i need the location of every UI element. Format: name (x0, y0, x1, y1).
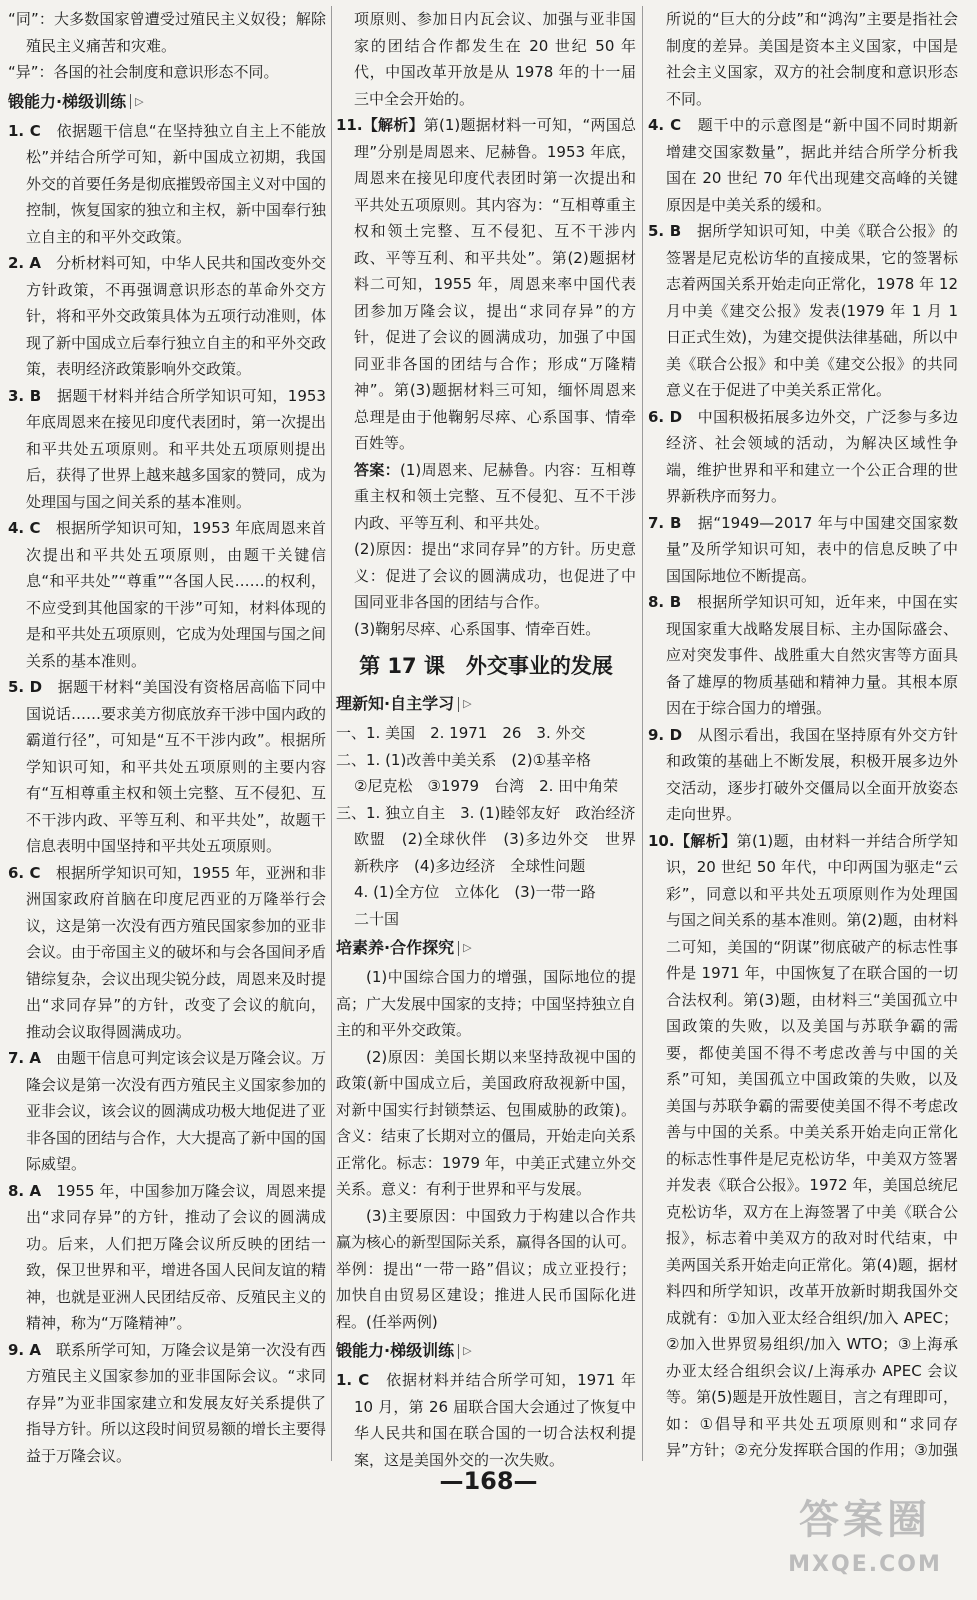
column-divider (642, 6, 643, 1461)
list-item: 6. D 中国积极拓展多边外交，广泛参与多边经济、社会领域的活动，为解决区域性争端，维护世界和平和建立一个公正合理的世界新秩序而努力。 (648, 407, 958, 505)
list-item: 3. B 据题干材料并结合所学知识可知，1953 年底周恩来在接见印度代表团时，第一次提出和平共处五项原则。和平共处五项原则提出后，获得了世界上越来越多国家的赞同，成为处理国与国之间关系的基本准则。 (8, 386, 326, 511)
fill-line: 欧盟 (2)全球伙伴 (3)多边外交 世界新秩序 (4)多边经济 全球性问题 (354, 830, 636, 875)
fill-line: 二十国 (354, 909, 400, 928)
list-item: 7. B 据“1949—2017 年与中国建交国家数量”及所学知识可知，表中的信息反映了中国国际地位不断提高。 (648, 513, 958, 585)
question-10: 10.【解析】第(1)题，由材料一并结合所学知识，20 世纪 50 年代，中印两国为驱走“云彩”，同意以和平共处五项原则作为处理国与国之间关系的基本准则。第(2)题，由材料二可知，美国的“阴谋”彻底破产的标志性事件是 1971 年，中国恢复了在联合国的一切合法权利。第(3)题，由材料三“美国孤立中国政策的失败，以及美国与苏联争霸的需要，都使美国不得不考虑改善与中国的关系”可知，美国孤立中国政策的失败，以及美国与苏联争霸的需要使美国不得不考虑改善与中国的关系。中美关系开始走向正常化的标志性事件是尼克松访华，中美双方签署并发表《联合公报》。1972 年，美国总统尼克松访华，双方在上海签署了中美《联合公报》，标志着中美双方的敌对时代结束，中美两国关系开始走向正常化。第(4)题，据材料四和所学知识，改革开放新时期我国外交成就有：①加入亚太经合组织/加入 APEC；②加入世界贸易组织/加入 WTO；③上海承办亚太经合组织会议/上海承办 APEC 会议等。第(5)题是开放性题目，言之有理即可，如：①倡导和平共处五项原则和“求同存异”方针；②充分发挥联合国的作用；③加强 (648, 831, 958, 1459)
fill-line: 4. (1)全方位 立体化 (3)一带一路 (354, 883, 596, 901)
list-item: 4. C 根据所学知识可知，1953 年底周恩来首次提出和平共处五项原则，由题干关键信息“和平共处”“尊重”“各国人民……的权利，不应受到其他国家的干涉”可知，材料体现的是和平共处五项原则，它成为处理国与国之间关系的基本准则。 (8, 519, 326, 670)
answer-block: (3)鞠躬尽瘁、心系国事、情牵百姓。 (354, 619, 601, 638)
column-left (8, 6, 326, 1468)
list-item: 5. D 据题干材料“美国没有资格居高临下同中国说话……要求美方彻底放弃干涉中国内政的霸道行径”，可知是“互不干涉内政”。根据所学知识可知，和平共处五项原则的主要内容有“互相尊重主权和领土完整、互不侵犯、互不干涉内政、平等互利、和平共处”，故题干信息表明中国坚持和平共处五项原则。 (8, 678, 326, 855)
play-arrow-icon: ▷ (463, 941, 472, 954)
fill-line: 二、1. (1)改善中美关系 (2)①基辛格 (336, 750, 592, 769)
list-item: 1. C 依据材料并结合所学可知，1971 年 10 月，第 26 届联合国大会通过了恢复中华人民共和国在联合国的一切合法权利提案，这是美国外交的一次失败。 (336, 1371, 636, 1468)
column-divider (331, 6, 332, 1461)
fill-line: ②尼克松 ③1979 台湾 2. 田中角荣 (354, 777, 619, 795)
list-item: 8. B 根据所学知识可知，近年来，中国在实现国家重大战略发展目标、主办国际盛会、应对突发事件、战胜重大自然灾害等方面具备了雄厚的物质基础和精神力量。其根本原因在于综合国力的增强。 (648, 593, 958, 717)
answer-block: (2)原因：提出“求同存异”的方针。历史意义：促进了会议的圆满成功，也促进了中国同亚非各国的团结与合作。 (354, 540, 636, 611)
list-item: 4. C 题干中的示意图是“新中国不同时期新增建交国家数量”，据此并结合所学分析我国在 20 世纪 70 年代出现建交高峰的关键原因是中美关系的缓和。 (648, 116, 958, 214)
list-item: 1. C 依据题干信息“在坚持独立自主上不能放松”并结合所学可知，新中国成立初期，我国外交的首要任务是彻底摧毁帝国主义对中国的控制，恢复国家的独立和主权，新中国奉行独立自主的和平外交政策。 (8, 121, 326, 246)
answer-block: (3)主要原因：中国致力于构建以合作共赢为核心的新型国际关系，赢得各国的认可。举例：提出“一带一路”倡议；成立亚投行；加快自由贸易区建设；推进人民币国际化进程。(任举两例) (336, 1206, 636, 1331)
page-number: —168— (439, 1467, 538, 1495)
section-heading: 理新知·自主学习 ▷ (336, 688, 636, 720)
lesson-title: 第 17 课 外交事业的发展 (359, 654, 613, 678)
question-11: 11.【解析】第(1)题据材料一可知，“两国总理”分别是周恩来、尼赫鲁。1953 年底，周恩来在接见印度代表团时第一次提出和平共处五项原则。其内容为：“互相尊重主权和领土完整、互不侵犯、互不干涉内政、平等互利、和平共处”。第(2)题据材料二可知，1955 年，周恩来率中国代表团参加万隆会议，提出“求同存异”的方针，促进了会议的圆满成功，加强了中国同亚非各国的团结与合作；形成“万隆精神”。第(3)题据材料三可知，缅怀周恩来总理是由于他鞠躬尽瘁、心系国事、情牵百姓等。 (336, 116, 636, 452)
text-line: “同”：大多数国家曾遭受过殖民主义奴役；解除殖民主义痛苦和灾难。 (8, 10, 326, 55)
list-item: 7. A 由题干信息可判定该会议是万隆会议。万隆会议是第一次没有西方殖民主义国家参加的亚非会议，该会议的圆满成功极大地促进了亚非各国的团结与合作，大大提高了新中国的国际威望。 (8, 1049, 326, 1173)
fill-line: 三、1. 独立自主 3. (1)睦邻友好 政治经济 (336, 803, 636, 822)
text-block: 项原则、参加日内瓦会议、加强与亚非国家的团结合作都发生在 20 世纪 50 年代，中国改革开放是从 1978 年的十一届三中全会开始的。 (354, 10, 636, 108)
section-heading: 培素养·合作探究 ▷ (336, 932, 636, 964)
section-heading: 锻能力·梯级训练 ▷ (8, 86, 326, 118)
answer-list (8, 118, 326, 1469)
section-heading: 锻能力·梯级训练 ▷ (336, 1335, 636, 1367)
text-line: “异”：各国的社会制度和意识形态不同。 (8, 63, 279, 81)
list-item: 8. A 1955 年，中国参加万隆会议，周恩来提出“求同存异”的方针，推动了会议的圆满成功。后来，人们把万隆会议所反映的团结一致，保卫世界和平，增进各国人民间友谊的精神，也就是亚洲人民团结反帝、反殖民主义的精神，称为“万隆精神”。 (8, 1181, 326, 1332)
answer-block: (2)原因：美国长期以来坚持敌视中国的政策(新中国成立后，美国政府敌视新中国，对新中国实行封锁禁运、包围威胁的政策)。含义：结束了长期对立的僵局，开始走向关系正常化。标志：1979 年，中美正式建立外交关系。意义：有利于世界和平与发展。 (336, 1047, 636, 1198)
play-arrow-icon: ▷ (463, 697, 472, 710)
list-item: 9. A 联系所学可知，万隆会议是第一次没有西方殖民主义国家参加的亚非国际会议。“求同存异”为亚非国家建立和发展友好关系提供了指导方针。所以这段时间贸易额的增长主要得益于万隆会议。 (8, 1340, 326, 1465)
text-block: 所说的“巨大的分歧”和“鸿沟”主要是指社会制度的差异。美国是资本主义国家，中国是社会主义国家，双方的社会制度和意识形态不同。 (666, 10, 958, 108)
list-item: 2. A 分析材料可知，中华人民共和国改变外交方针政策，不再强调意识形态的革命外交方针，将和平外交政策具体为五项行动准则，体现了新中国成立后奉行独立自主的和平外交政策，表明经济政策影响外交政策。 (8, 254, 326, 378)
play-arrow-icon: ▷ (135, 94, 144, 108)
fill-line: 一、1. 美国 2. 1971 26 3. 外交 (336, 724, 586, 742)
column-right (648, 6, 958, 1468)
answer-block: (1)中国综合国力的增强，国际地位的提高；广大发展中国家的支持；中国坚持独立自主的和平外交政策。 (336, 968, 636, 1039)
list-item: 6. C 根据所学知识可知，1955 年，亚洲和非洲国家政府首脑在印度尼西亚的万隆举行会议，这是第一次没有西方殖民国家参加的亚非会议。由于帝国主义的破坏和与会各国间矛盾错综复杂，会议出现尖锐分歧，周恩来及时提出“求同存异”的方针，改变了会议的航向，推动会议取得圆满成功。 (8, 863, 326, 1041)
column-middle (336, 6, 636, 1468)
list-item: 5. B 据所学知识可知，中美《联合公报》的签署是尼克松访华的直接成果，它的签署标志着两国关系开始走向正常化，1978 年 12 月中美《建交公报》发表(1979 年 1 月 1 日正式生效)，为建交提供法律基础，所以中美《联合公报》和中美《建交公报》的共同意义在于促进了中美关系正常化。 (648, 222, 958, 399)
list-item: 9. D 从图示看出，我国在坚持原有外交方针和政策的基础上不断发展，积极开展多边外交活动，逐步打破外交僵局以全面开放姿态走向世界。 (648, 725, 958, 823)
answer-block: 答案：(1)周恩来、尼赫鲁。内容：互相尊重主权和领土完整、互不侵犯、互不干涉内政、平等互利、和平共处。 (354, 460, 636, 532)
play-arrow-icon: ▷ (463, 1344, 472, 1357)
watermark-logo: 答案圈 MXQE.COM (788, 1497, 942, 1577)
